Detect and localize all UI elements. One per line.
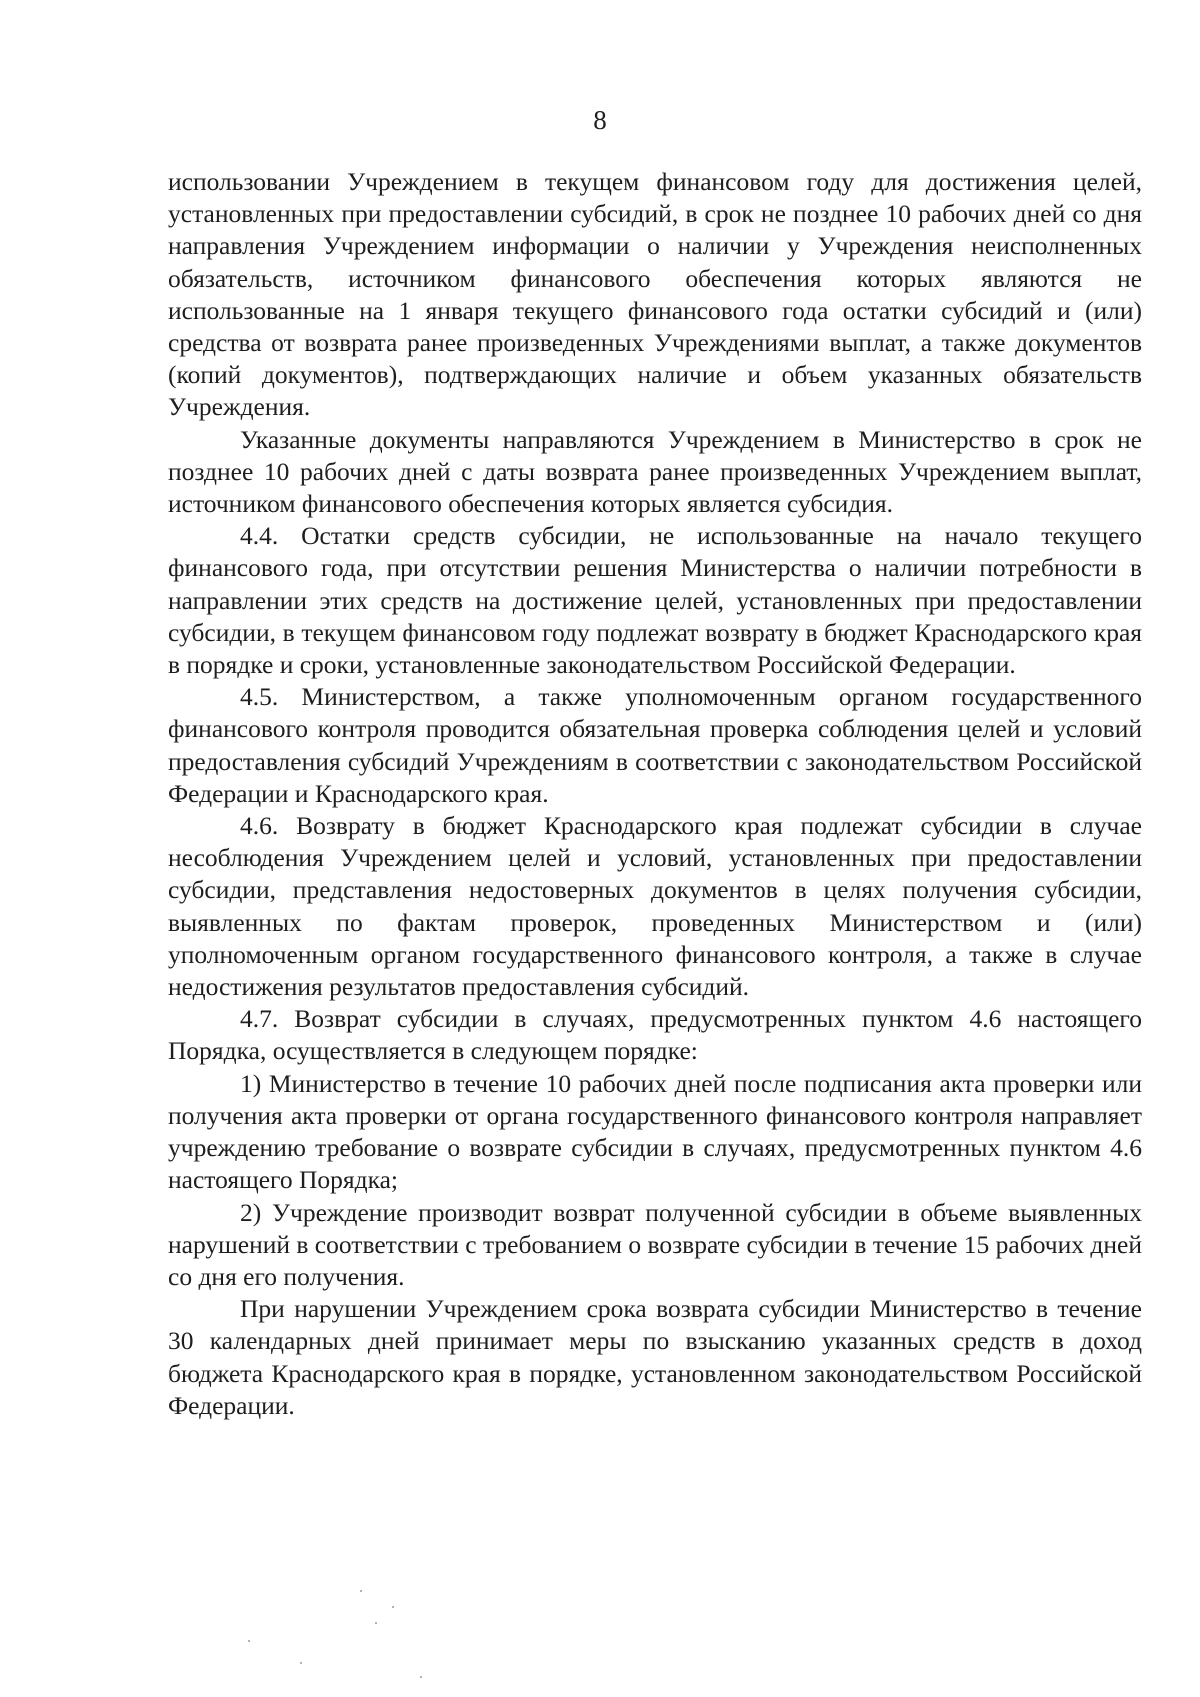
paragraph-4-5: 4.5. Министерством, а также уполномоченным органом государственного финансового контроля проводится обязательная проверка соблюдения целей и условий предоставления субсидий Учреждениям в соответствии с законодательством Российской Федерации и Краснодарского края.: [168, 682, 1142, 808]
paragraph-4-6: 4.6. Возврату в бюджет Краснодарского края подлежат субсидии в случае несоблюдения Учреждением целей и условий, установленных при предоставлении субсидии, представления недостоверных документов в целях получения субсидии, выявленных по фактам проверок, проведенных Министерством и (или) уполномоченным органом государственного финансового контроля, а также в случае недостижения результатов предоставления субсидий.: [168, 811, 1142, 1002]
list-item-1: 1) Министерство в течение 10 рабочих дней после подписания акта проверки или получения акта проверки от органа государственного финансового контроля направляет учреждению требование о возврате субсидии в случаях, предусмотренных пунктом 4.6 настоящего Порядка;: [168, 1068, 1142, 1195]
paragraph-4-7: 4.7. Возврат субсидии в случаях, предусмотренных пунктом 4.6 настоящего Порядка, осуществляется в следующем порядке:: [168, 1004, 1142, 1066]
scan-speck: [360, 1590, 362, 1592]
list-item-2: 2) Учреждение производит возврат полученной субсидии в объеме выявленных нарушений в соответствии с требованием о возврате субсидии в течение 15 рабочих дней со дня его получения.: [168, 1197, 1142, 1291]
page-number: 8: [593, 105, 607, 135]
scan-speck: [248, 1640, 250, 1642]
paragraph-4-4: 4.4. Остатки средств субсидии, не использованные на начало текущего финансового года, при отсутствии решения Министерства о наличии потребности в направлении этих средств на достижение целей, установленных при предоставлении субсидии, в текущем финансовом году подлежат возврату в бюджет Краснодарского края в порядке и сроки, установленные законодательством Российской Федерации.: [168, 521, 1142, 680]
scan-speck: [375, 1622, 377, 1624]
paragraph-violation: При нарушении Учреждением срока возврата субсидии Министерство в течение 30 календарных дней принимает меры по взысканию указанных средств в доход бюджета Краснодарского края в порядке, установленном законодательством Российской Федерации.: [168, 1294, 1142, 1420]
document-body: [168, 166, 1142, 1422]
scan-speck: [392, 1606, 394, 1608]
paragraph-continuation: использовании Учреждением в текущем финансовом году для достижения целей, установленных при предоставлении субсидий, в срок не позднее 10 рабочих дней со дня направления Учреждением информации о наличии у Учреждения неисполненных обязательств, источником финансового обеспечения которых являются не использованные на 1 января текущего финансового года остатки субсидий и (или) средства от возврата ранее произведенных Учреждениями выплат, а также документов (копий документов), подтверждающих наличие и объем указанных обязательств Учреждения.: [168, 167, 1142, 422]
paragraph-documents-sent: Указанные документы направляются Учреждением в Министерство в срок не позднее 10 рабочих дней с даты возврата ранее произведенных Учреждением выплат, источником финансового обеспечения которых является субсидия.: [168, 424, 1142, 519]
scan-speck: [300, 1662, 302, 1664]
scan-speck: [420, 1676, 422, 1678]
